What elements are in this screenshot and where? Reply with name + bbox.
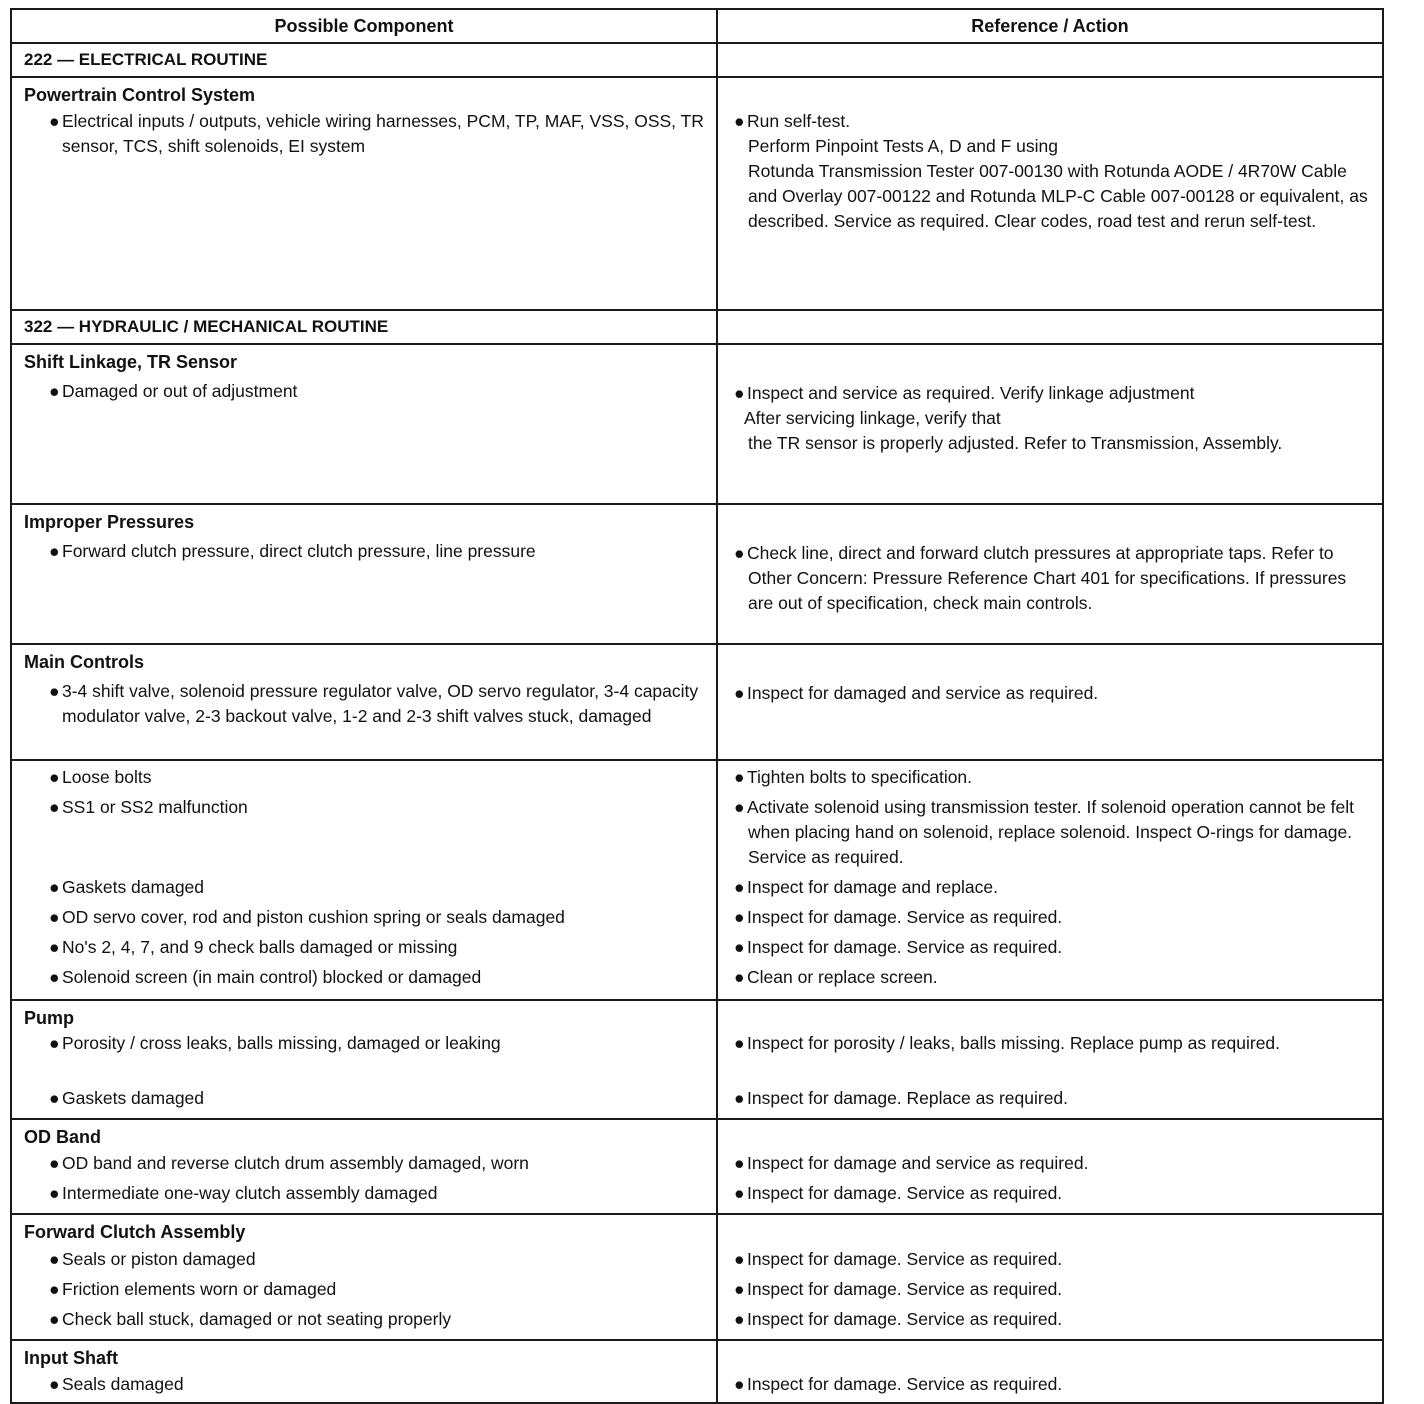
diagnostic-page (10, 8, 1382, 1404)
list-item: ● OD servo cover, rod and piston cushion spring or seals damaged (49, 907, 565, 927)
list-item: ● Electrical inputs / outputs, vehicle wiring harnesses, PCM, TP, MAF, VSS, OSS, TR sensor, TCS, shift solenoids, EI system (49, 111, 704, 156)
action-item: ● Clean or replace screen. (734, 967, 938, 987)
component-title: Shift Linkage, TR Sensor (24, 352, 238, 372)
list-item: ● Solenoid screen (in main control) blocked or damaged (49, 967, 482, 987)
action-item: ● Inspect for damage. Service as required. (734, 1279, 1063, 1299)
table-row-pump (11, 1000, 1383, 1119)
action-item: ● Inspect for damage and replace. (734, 877, 998, 897)
action-item: ● Check line, direct and forward clutch pressures at appropriate taps. Refer to Other Concern: Pressure Reference Chart 401 for specifications. If pressures are out of specification, check main controls. (734, 543, 1347, 613)
list-item: ● OD band and reverse clutch drum assembly damaged, worn (49, 1153, 529, 1173)
component-title: Pump (24, 1008, 75, 1028)
action-item: ● Inspect for damage. Service as required. (734, 1309, 1063, 1329)
list-item: ● Seals damaged (49, 1374, 184, 1394)
table-row-shift-linkage (11, 344, 1383, 504)
action-item: ● Inspect for damage. Replace as required. (734, 1088, 1069, 1108)
table-header-row (11, 9, 1383, 43)
component-title: OD Band (24, 1127, 102, 1147)
action-line: the TR sensor is properly adjusted. Refer to Transmission, Assembly. (748, 433, 1283, 453)
table-row-pressures (11, 504, 1383, 644)
column-header-component: Possible Component (11, 9, 717, 43)
component-title: Powertrain Control System (24, 85, 256, 105)
table-row-forward-clutch (11, 1214, 1383, 1340)
list-item: ● Friction elements worn or damaged (49, 1279, 337, 1299)
component-title: Main Controls (24, 652, 144, 672)
action-item: ● Inspect for damage. Service as required. (734, 937, 1063, 957)
action-item: ● Inspect for damage and service as required. (734, 1153, 1089, 1173)
action-line: Rotunda Transmission Tester 007-00130 with Rotunda AODE / 4R70W Cable and Overlay 007-00122 and Rotunda MLP-C Cable 007-00128 or equivalent, as described. Service as required. Clear codes, road test and rerun self-test. (748, 161, 1368, 231)
table-row-od-band (11, 1119, 1383, 1214)
list-item: ● 3-4 shift valve, solenoid pressure regulator valve, OD servo regulator, 3-4 capacity modulator valve, 2-3 backout valve, 1-2 and 2-3 shift valves stuck, damaged (49, 681, 699, 726)
component-title: Improper Pressures (24, 512, 195, 532)
section-title-322: 322 — HYDRAULIC / MECHANICAL ROUTINE (11, 310, 717, 344)
section-title-222: 222 — ELECTRICAL ROUTINE (11, 43, 717, 77)
list-item: ● Loose bolts (49, 767, 152, 787)
list-item: ● SS1 or SS2 malfunction (49, 797, 248, 817)
list-item: ● Intermediate one-way clutch assembly damaged (49, 1183, 438, 1203)
list-item: ● Porosity / cross leaks, balls missing, damaged or leaking (49, 1033, 501, 1053)
column-header-action: Reference / Action (717, 9, 1383, 43)
table-row-input-shaft (11, 1340, 1383, 1403)
action-item: ● Activate solenoid using transmission tester. If solenoid operation cannot be felt when placing hand on solenoid, replace solenoid. Inspect O-rings for damage. Service as required. (734, 797, 1355, 867)
action-item: ● Inspect for porosity / leaks, balls missing. Replace pump as required. (734, 1033, 1281, 1053)
action-item: ● Inspect for damage. Service as required. (734, 1374, 1063, 1394)
list-item: ● Damaged or out of adjustment (49, 381, 298, 401)
list-item: ● Gaskets damaged (49, 1088, 205, 1108)
action-item: ● Tighten bolts to specification. (734, 767, 973, 787)
action-line: After servicing linkage, verify that (744, 408, 1001, 428)
diagnosis-table (10, 8, 1384, 1404)
section-row-322 (11, 310, 1383, 344)
action-item: ● Inspect for damage. Service as required. (734, 907, 1063, 927)
list-item: ● Seals or piston damaged (49, 1249, 256, 1269)
action-item: ● Inspect for damaged and service as required. (734, 683, 1099, 703)
list-item: ● No's 2, 4, 7, and 9 check balls damaged or missing (49, 937, 458, 957)
component-title: Input Shaft (24, 1348, 118, 1368)
list-item: ● Check ball stuck, damaged or not seating properly (49, 1309, 452, 1329)
table-row-main-controls-cont (11, 760, 1383, 1000)
action-item: ● Run self-test. (734, 111, 851, 131)
list-item: ● Gaskets damaged (49, 877, 205, 897)
action-item: ● Inspect and service as required. Verify linkage adjustment (734, 383, 1195, 403)
table-row-main-controls (11, 644, 1383, 760)
component-title: Forward Clutch Assembly (24, 1222, 246, 1242)
action-item: ● Inspect for damage. Service as required. (734, 1249, 1063, 1269)
action-line: Perform Pinpoint Tests A, D and F using (748, 136, 1058, 156)
list-item: ● Forward clutch pressure, direct clutch pressure, line pressure (49, 541, 536, 561)
table-row-powertrain (11, 77, 1383, 310)
action-item: ● Inspect for damage. Service as required. (734, 1183, 1063, 1203)
section-row-222 (11, 43, 1383, 77)
